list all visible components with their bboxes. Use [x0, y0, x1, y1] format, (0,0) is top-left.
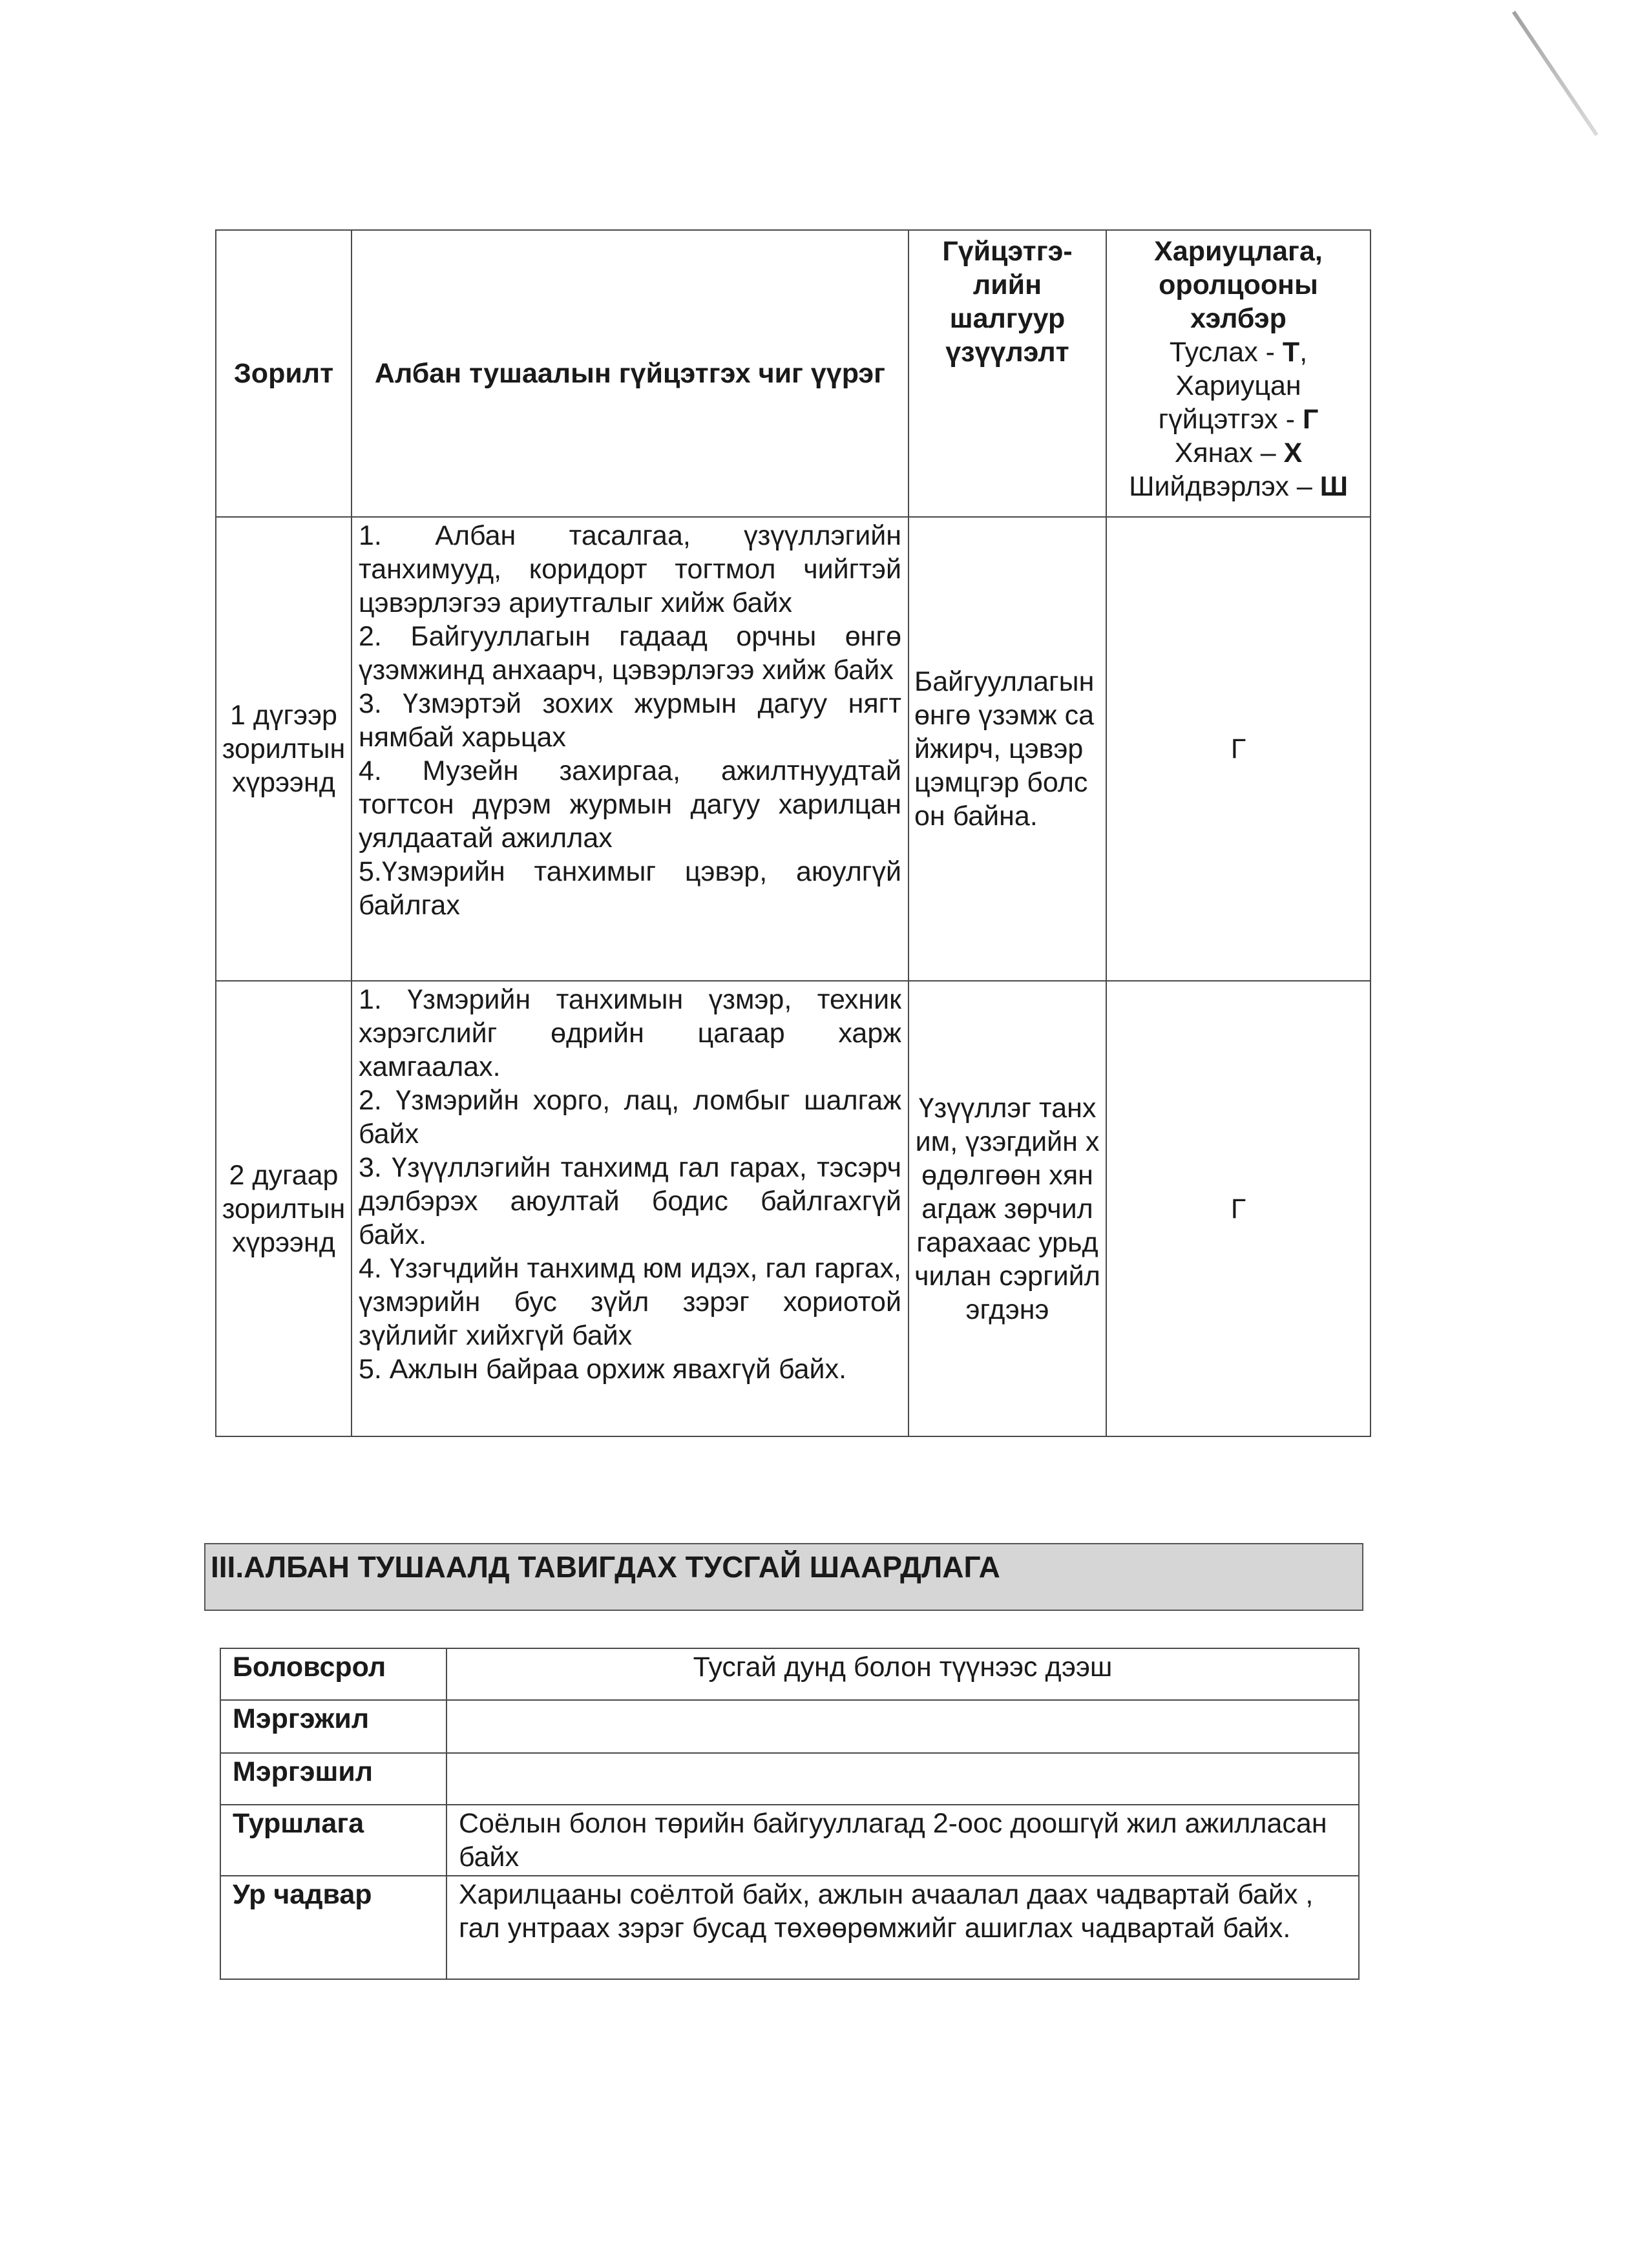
requirement-value: Харилцааны соёлтой байх, ажлын ачаалал даах чадвартай байх , гал унтраах зэрэг бусад төхөөрөмжийг ашиглах чадвартай байх. — [446, 1876, 1359, 1979]
duty-item: 4. Үзэгчдийн танхимд юм идэх, гал гаргах, үзмэрийн бус зүйл зэрэг хориотой зүйлийг хийхгүй байх — [359, 1253, 901, 1351]
duty-item: 3. Үзмэртэй зохих журмын дагуу нягт нямбай харьцах — [359, 688, 901, 753]
header-duties: Албан тушаалын гүйцэтгэх чиг үүрэг — [352, 230, 909, 517]
requirements-table — [220, 1648, 1360, 1980]
table-row — [216, 981, 1371, 1436]
header-responsibility — [1106, 230, 1371, 517]
table-row — [220, 1700, 1359, 1753]
criteria-cell: Байгууллагын өнгө үзэмж сайжирч, цэвэр цэмцгэр болсон байна. — [909, 517, 1106, 981]
table-row — [220, 1753, 1359, 1805]
goal-cell: 1 дүгээр зорилтын хүрээнд — [216, 517, 352, 981]
resp-line-execute: Хариуцан гүйцэтгэх - Г — [1158, 370, 1319, 435]
goal-cell: 2 дугаар зорилтын хүрээнд — [216, 981, 352, 1436]
requirement-label: Мэргэшил — [220, 1753, 446, 1805]
requirement-value — [446, 1700, 1359, 1753]
duty-item: 1. Албан тасалгаа, үзүүллэгийн танхимууд, коридорт тогтмол чийгтэй цэвэрлэгээ ариутгалыг хийж байх — [359, 520, 901, 618]
requirement-label: Боловсрол — [220, 1648, 446, 1700]
table-row — [220, 1648, 1359, 1700]
duty-item: 1. Үзмэрийн танхимын үзмэр, техник хэрэгслийг өдрийн цагаар харж хамгаалах. — [359, 984, 901, 1082]
header-criteria: Гүйцэтгэ-лийн шалгуур үзүүлэлт — [909, 230, 1106, 517]
duties-table-header — [216, 230, 1371, 517]
requirement-value: Соёлын болон төрийн байгууллагад 2-оос доошгүй жил ажилласан байх — [446, 1805, 1359, 1876]
resp-line-assist: Туслах - Т, — [1169, 337, 1308, 368]
requirement-label: Ур чадвар — [220, 1876, 446, 1979]
responsibility-cell: Г — [1106, 981, 1371, 1436]
responsibility-title: Хариуцлага, оролцооны хэлбэр — [1154, 236, 1323, 334]
requirement-label: Туршлага — [220, 1805, 446, 1876]
header-goal: Зорилт — [216, 230, 352, 517]
duty-item: 5.Үзмэрийн танхимыг цэвэр, аюулгүй байлгах — [359, 856, 901, 921]
duties-cell — [352, 981, 909, 1436]
duty-item: 5. Ажлын байраа орхиж явахгүй байх. — [359, 1354, 847, 1385]
table-row — [216, 517, 1371, 981]
table-row — [220, 1876, 1359, 1979]
scan-edge-mark — [1512, 11, 1599, 136]
section-title: III.АЛБАН ТУШААЛД ТАВИГДАХ ТУСГАЙ ШААРДЛАГА — [211, 1550, 1000, 1584]
responsibility-cell: Г — [1106, 517, 1371, 981]
resp-line-decide: Шийдвэрлэх – Ш — [1129, 471, 1348, 502]
duty-item: 2. Үзмэрийн хорго, лац, ломбыг шалгаж байх — [359, 1085, 901, 1150]
duty-item: 3. Үзүүллэгийн танхимд гал гарах, тэсэрч дэлбэрэх аюултай бодис байлгахгүй байх. — [359, 1152, 901, 1250]
duty-item: 2. Байгууллагын гадаад орчны өнгө үзэмжинд анхаарч, цэвэрлэгээ хийж байх — [359, 621, 901, 686]
duties-cell — [352, 517, 909, 981]
requirement-label: Мэргэжил — [220, 1700, 446, 1753]
table-row — [220, 1805, 1359, 1876]
duty-item: 4. Музейн захиргаа, ажилтнуудтай тогтсон дүрэм журмын дагуу харилцан уялдаатай ажиллах — [359, 755, 901, 854]
criteria-cell: Үзүүллэг танхим, үзэгдийн хөдөлгөөн хянагдаж зөрчил гарахаас урьдчилан сэргийлэгдэнэ — [909, 981, 1106, 1436]
section-title-banner — [204, 1543, 1363, 1611]
duties-table — [215, 229, 1371, 1437]
requirement-value: Тусгай дунд болон түүнээс дээш — [446, 1648, 1359, 1700]
requirement-value — [446, 1753, 1359, 1805]
resp-line-monitor: Хянах – Х — [1174, 437, 1303, 468]
